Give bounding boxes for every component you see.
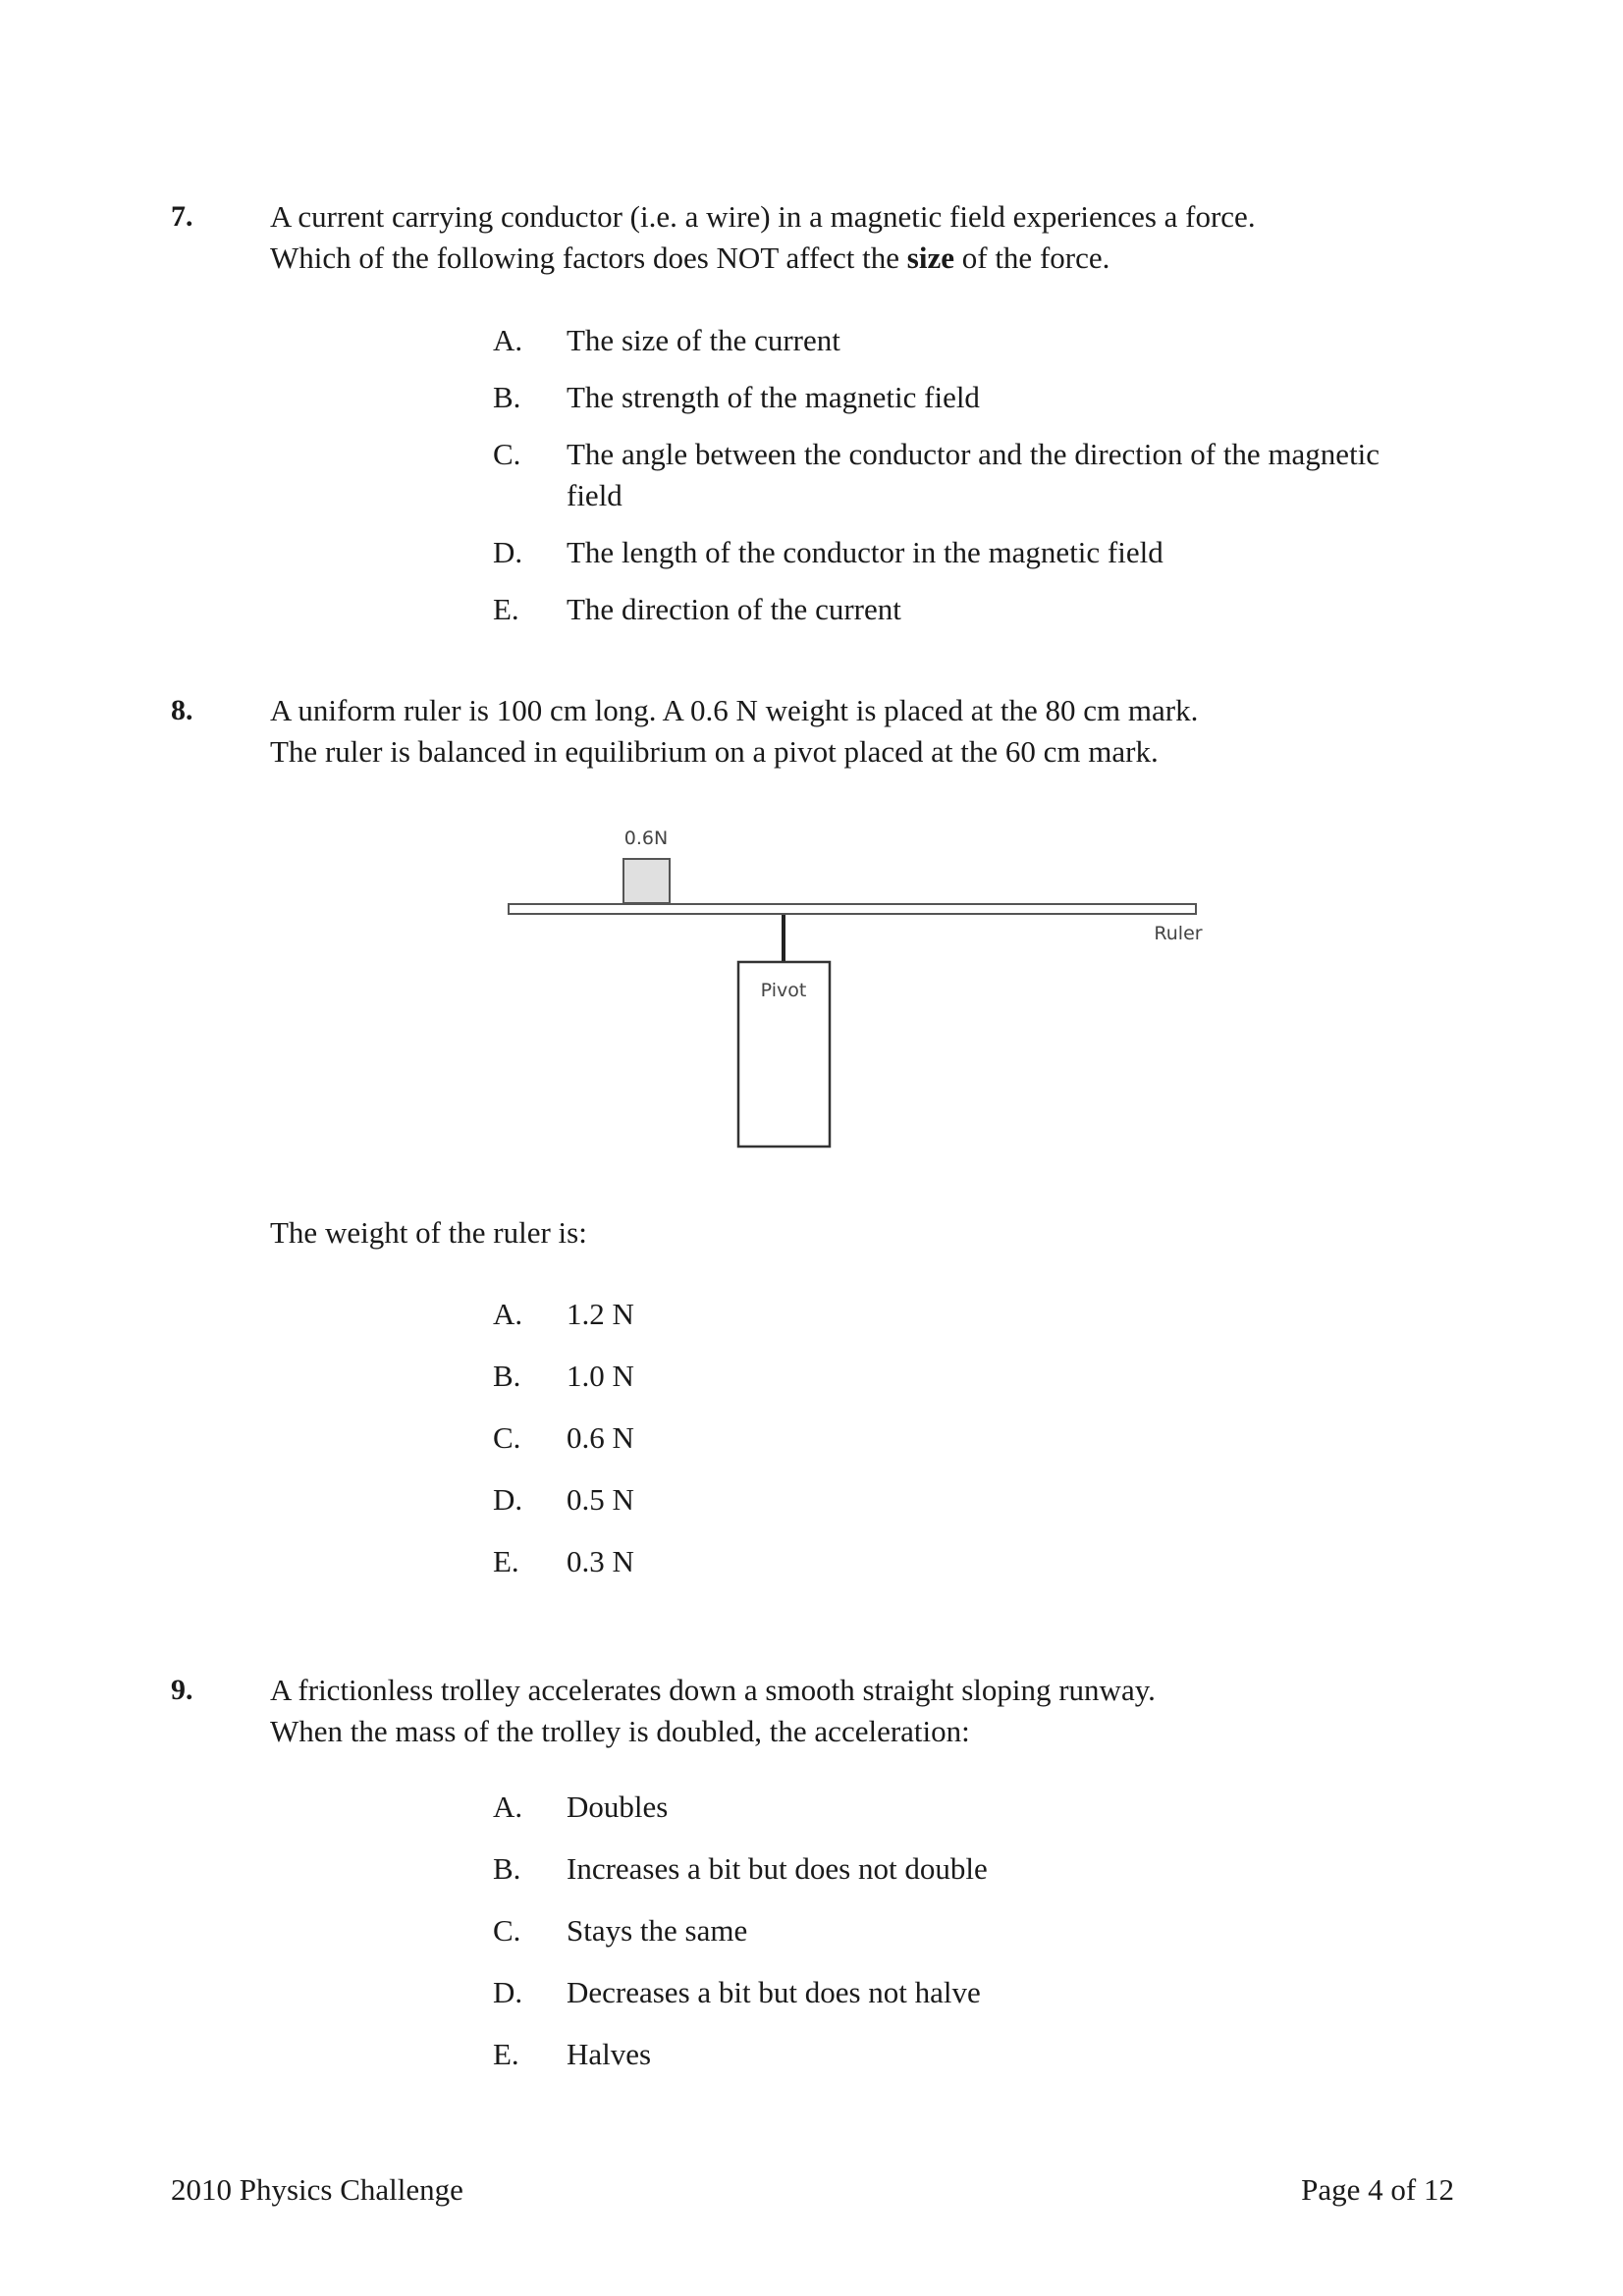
- option-text: Halves: [567, 2037, 652, 2071]
- option-e: [493, 1541, 1435, 1582]
- option-letter: A.: [493, 1789, 523, 1824]
- option-text: 1.0 N: [567, 1359, 634, 1393]
- option-text: Stays the same: [567, 1913, 748, 1948]
- option-a: [493, 320, 1435, 361]
- option-text: The size of the current: [567, 323, 840, 357]
- option-letter: B.: [493, 1851, 521, 1886]
- option-letter: B.: [493, 380, 521, 414]
- option-b: [493, 1356, 1435, 1397]
- option-text: Decreases a bit but does not halve: [567, 1975, 981, 2009]
- stem-text: of the force.: [954, 240, 1110, 275]
- stem-text: Which of the following factors does NOT affect the: [270, 240, 907, 275]
- option-letter: C.: [493, 1420, 521, 1455]
- stem-line: A frictionless trolley accelerates down a smooth straight sloping runway.: [270, 1673, 1156, 1707]
- option-text: Increases a bit but does not double: [567, 1851, 988, 1886]
- lever-diagram: [491, 815, 1237, 1168]
- question-number: 7.: [171, 200, 193, 233]
- option-letter: A.: [493, 323, 523, 357]
- option-list: [493, 1294, 1435, 1582]
- option-text: 0.6 N: [567, 1420, 634, 1455]
- option-letter: E.: [493, 2037, 519, 2071]
- option-c: [493, 1910, 1435, 1951]
- option-b: [493, 377, 1435, 418]
- option-text: Doubles: [567, 1789, 669, 1824]
- question-number: 9.: [171, 1674, 193, 1706]
- option-d: [493, 1479, 1435, 1521]
- option-a: [493, 1787, 1435, 1828]
- option-letter: D.: [493, 1482, 523, 1517]
- ruler-bar: [509, 904, 1196, 914]
- question-number: 8.: [171, 694, 193, 726]
- option-e: [493, 2034, 1435, 2075]
- question-stem: [270, 1670, 1448, 1752]
- option-text: 0.5 N: [567, 1482, 634, 1517]
- option-a: [493, 1294, 1435, 1335]
- page-number: Page 4 of 12: [1301, 2172, 1454, 2207]
- option-b: [493, 1848, 1435, 1890]
- option-c: [493, 434, 1435, 516]
- stem-line: A uniform ruler is 100 cm long. A 0.6 N weight is placed at the 80 cm mark.: [270, 693, 1199, 727]
- footer-title: 2010 Physics Challenge: [171, 2172, 463, 2207]
- option-text: The strength of the magnetic field: [567, 380, 980, 414]
- option-letter: B.: [493, 1359, 521, 1393]
- stem-line: A current carrying conductor (i.e. a wire) in a magnetic field experiences a force.: [270, 199, 1256, 234]
- option-text: 0.3 N: [567, 1544, 634, 1578]
- option-text: The angle between the conductor and the direction of the magnetic field: [567, 437, 1380, 512]
- option-letter: C.: [493, 1913, 521, 1948]
- option-text: The length of the conductor in the magnetic field: [567, 535, 1163, 569]
- option-c: [493, 1417, 1435, 1459]
- question-stem: [270, 690, 1448, 773]
- stem-line: When the mass of the trolley is doubled, the acceleration:: [270, 1714, 970, 1748]
- option-text: 1.2 N: [567, 1297, 634, 1331]
- option-list: [493, 320, 1435, 630]
- stem-line: The ruler is balanced in equilibrium on a pivot placed at the 60 cm mark.: [270, 734, 1159, 769]
- stem-emphasis: size: [906, 240, 954, 275]
- option-e: [493, 589, 1435, 630]
- option-text: The direction of the current: [567, 592, 901, 626]
- option-letter: A.: [493, 1297, 523, 1331]
- option-list: [493, 1787, 1435, 2075]
- weight-label: 0.6N: [623, 828, 669, 849]
- option-d: [493, 1972, 1435, 2013]
- weight-block: [623, 859, 670, 903]
- stem-line: [270, 238, 1448, 279]
- option-letter: E.: [493, 592, 519, 626]
- option-d: [493, 532, 1435, 573]
- option-letter: E.: [493, 1544, 519, 1578]
- question-prompt: The weight of the ruler is:: [270, 1215, 587, 1250]
- option-letter: C.: [493, 437, 521, 471]
- question-stem: [270, 196, 1448, 279]
- pivot-label: Pivot: [760, 980, 807, 1001]
- ruler-label: Ruler: [1154, 923, 1203, 944]
- option-letter: D.: [493, 1975, 523, 2009]
- option-letter: D.: [493, 535, 523, 569]
